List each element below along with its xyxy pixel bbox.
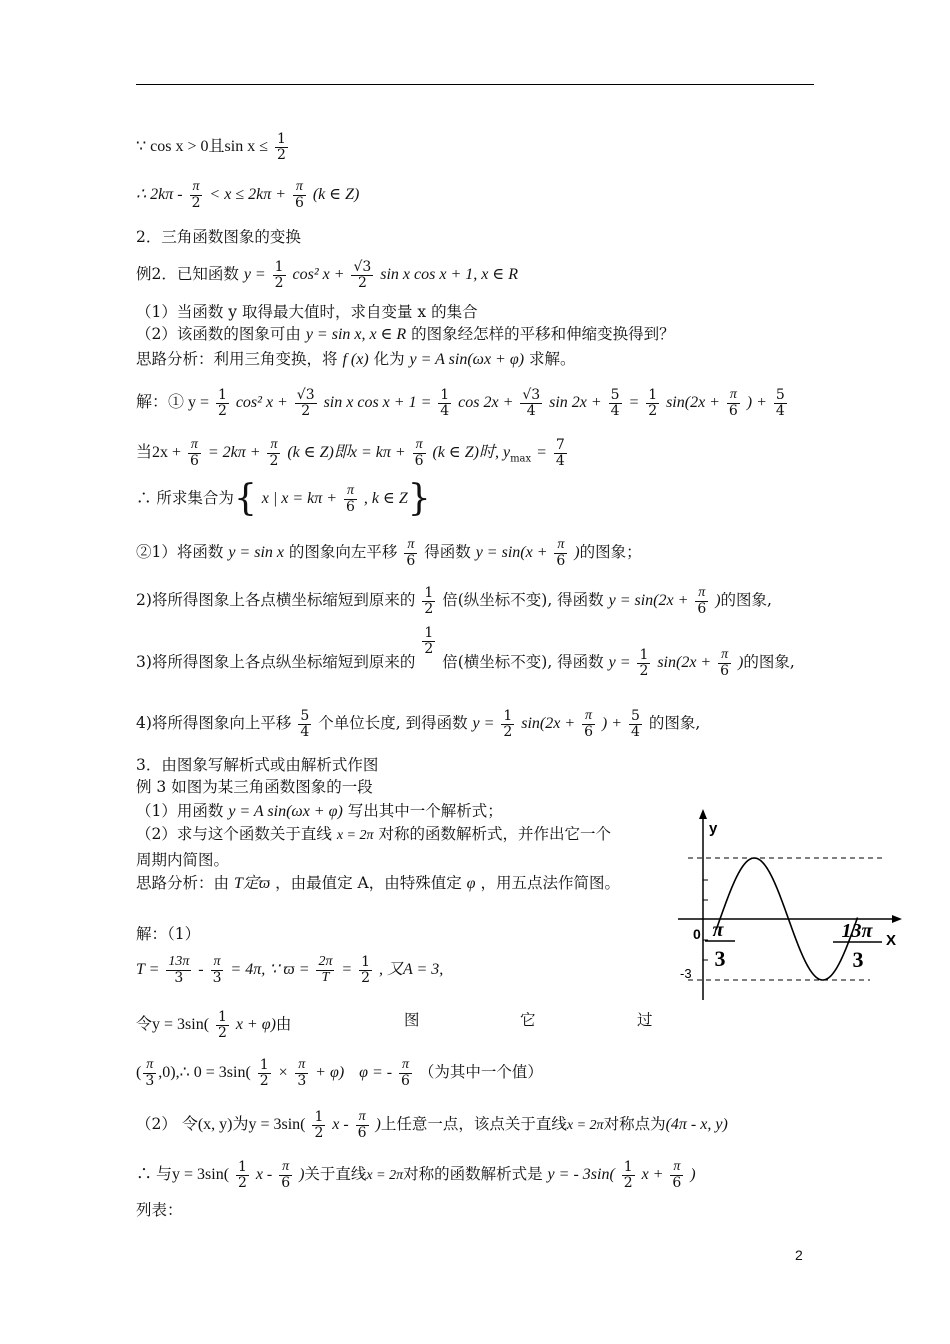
fraction: [670, 1160, 683, 1190]
frac-den: 4: [630, 723, 640, 740]
frac-den: 2: [191, 194, 201, 211]
ex2-label: 例2．已知函数: [136, 265, 239, 284]
frac-num: π: [188, 438, 201, 454]
sol1-c: sin x cos x + 1 =: [323, 394, 432, 412]
frac-num: 1: [259, 1057, 269, 1073]
frac-num: 1: [623, 1159, 633, 1175]
q2-a: （2）该函数的图象可由: [136, 325, 301, 343]
x-axis-arrow: [892, 915, 902, 923]
part2-f: x = 2π: [566, 1118, 604, 1134]
fraction: [190, 180, 203, 210]
step4-e: ) +: [601, 715, 623, 733]
fraction: [637, 648, 650, 678]
frac-num: 1: [648, 387, 658, 403]
step1-g: 的图象；: [579, 543, 642, 562]
frac-den: 6: [294, 194, 304, 211]
frac-num: π: [727, 388, 740, 404]
sol1-g: sin(2x +: [666, 394, 720, 412]
frac-den: 2: [269, 452, 279, 469]
frac-den: 2: [357, 274, 367, 291]
x-tick-label-den: 3: [852, 947, 864, 972]
frac-num: 1: [503, 708, 513, 724]
T-a: T =: [136, 961, 160, 979]
fraction: [188, 438, 201, 468]
transform-step-1: [136, 538, 642, 568]
fraction: [273, 260, 286, 290]
frac-num: π: [344, 484, 357, 500]
frac-num: π: [211, 955, 224, 971]
step2-a: 2)将所得图象上各点横坐标缩短到原来的: [136, 591, 416, 610]
fraction: [622, 1160, 635, 1190]
q2-c: 的图象经怎样的平移和伸缩变换得到？: [411, 325, 675, 343]
step2-d: ): [715, 592, 721, 610]
frac-den: 4: [775, 402, 785, 419]
frac-num: π: [143, 1058, 156, 1074]
section-2-heading: 2．三角函数图象的变换: [136, 228, 301, 246]
ex3q1-a: （1）用函数: [136, 802, 224, 820]
frac-num: 2π: [318, 954, 333, 969]
table-label: 列表：: [136, 1201, 183, 1219]
part2-a: （2）: [136, 1115, 177, 1134]
transform-step-4: [136, 709, 700, 739]
frac-den: 3: [212, 969, 222, 986]
result-line: [136, 1160, 696, 1190]
step1-f: ): [574, 544, 580, 562]
frac-num: π: [718, 648, 731, 664]
fraction: [316, 955, 334, 985]
frac-num: 1: [217, 1009, 227, 1025]
condition-text: ∵ cos x > 0且sin x ≤: [136, 138, 268, 156]
range-c: (k ∈ Z): [312, 186, 360, 204]
range-b: < x ≤ 2kπ +: [209, 186, 287, 204]
frac-den: 2: [424, 640, 434, 657]
fraction: [351, 260, 373, 290]
when-b: = 2kπ +: [207, 444, 261, 462]
fraction: [293, 180, 306, 210]
step3-a: 3)将所得图象上各点纵坐标缩短到原来的: [136, 653, 416, 672]
step3-e: ): [738, 654, 744, 672]
fraction: [267, 438, 280, 468]
result-e: x = 2π: [366, 1168, 404, 1184]
frac-num: π: [399, 1058, 412, 1074]
frac-den: 6: [556, 552, 566, 569]
step3-c: y =: [608, 654, 631, 672]
pt-e: φ = -: [359, 1064, 393, 1082]
frac-den: 2: [259, 1072, 269, 1089]
let-d: 图: [404, 1011, 420, 1029]
step4-d: sin(2x +: [521, 715, 576, 733]
fraction: [520, 388, 542, 418]
solution-3-label: 解：（1）: [136, 925, 201, 943]
fraction: [554, 538, 567, 568]
idea2-d: y = A sin(ωx + φ): [409, 351, 525, 368]
result-c: ): [299, 1166, 305, 1184]
let-e: 它: [520, 1011, 536, 1029]
frac-den: 3: [145, 1072, 155, 1089]
sol1-d: cos 2x +: [458, 394, 514, 412]
frac-num: 1: [237, 1159, 247, 1175]
frac-den: 2: [503, 723, 513, 740]
frac-num: √3: [296, 387, 315, 403]
fraction: [718, 648, 731, 678]
ex3-question-1: [136, 801, 503, 822]
fraction: [629, 709, 642, 739]
frac-den: 2: [314, 1124, 324, 1141]
let-b: x + φ): [235, 1016, 276, 1034]
frac-den: 2: [639, 662, 649, 679]
frac-num: π: [582, 709, 595, 725]
frac-den: 2: [361, 969, 371, 986]
frac-num: 13π: [168, 954, 190, 969]
ex3q1-b: y = A sin(ωx + φ): [228, 803, 343, 820]
analysis-2: [136, 349, 575, 370]
idea2-e: 求解。: [528, 350, 576, 368]
fraction: [166, 955, 191, 985]
result-a: ∴ 与y = 3sin(: [136, 1166, 230, 1184]
max-condition: [136, 438, 569, 469]
header-rule: [136, 84, 814, 85]
let-c: 由: [275, 1015, 292, 1034]
step3-b: 倍(横坐标不变), 得函数: [442, 653, 604, 672]
let-f: 过: [637, 1011, 653, 1029]
frac-num: 5: [300, 708, 310, 724]
y-axis-arrow: [699, 809, 707, 819]
origin-label: 0: [693, 926, 701, 942]
pt-f: （为其中一个值）: [418, 1063, 543, 1082]
frac-num: π: [413, 438, 426, 454]
part2-d: ): [375, 1116, 381, 1134]
frac-den: 2: [274, 274, 284, 291]
T-d: =: [341, 961, 353, 979]
y-tick-label-min: -3: [680, 966, 692, 981]
pt-b: ,0),∴ 0 = 3sin(: [158, 1064, 251, 1082]
step1-c: 的图象向左平移: [288, 543, 398, 562]
frac-den: 2: [217, 402, 227, 419]
let-a: 令y = 3sin(: [136, 1016, 210, 1034]
frac-den: 4: [440, 402, 450, 419]
when-a: 当2x +: [136, 444, 182, 462]
frac-num: 5: [630, 708, 640, 724]
pt-d: + φ): [315, 1064, 345, 1082]
step1-e: y = sin(x +: [475, 544, 548, 562]
analysis-3: [136, 873, 620, 894]
ex3q2-b: x = 2π: [336, 828, 374, 843]
fraction: [258, 1058, 271, 1088]
part2-b: 令(x, y)为y = 3sin(: [181, 1116, 306, 1134]
step2-c: y = sin(2x +: [608, 592, 689, 610]
frac-den: 2: [623, 1174, 633, 1191]
frac-den: 6: [406, 552, 416, 569]
sine-graph: [660, 805, 905, 1005]
result-h: x +: [641, 1166, 664, 1184]
example-2: [136, 260, 518, 290]
frac-num: 5: [775, 387, 785, 403]
solution-set: [136, 478, 431, 520]
ex3q2-c: 对称的函数解析式，并作出它一个: [378, 825, 611, 843]
question-2: [136, 324, 675, 345]
idea2-b: f (x): [342, 351, 369, 368]
frac-den: 6: [401, 1072, 410, 1089]
frac-num: √3: [353, 259, 372, 275]
x-tick-label-den: 3: [714, 946, 726, 971]
set-b: x | x = kπ +: [261, 490, 338, 508]
line-range: [136, 180, 359, 210]
x-tick-label-num: π: [712, 919, 724, 941]
frac-den: 3: [297, 1072, 307, 1089]
fraction: [295, 1058, 308, 1088]
frac-den: 6: [357, 1124, 367, 1141]
fraction: [404, 538, 417, 568]
pt-a: (: [136, 1064, 142, 1082]
fraction: [422, 626, 435, 656]
frac-den: 6: [720, 662, 730, 679]
when-e: =: [536, 444, 547, 462]
left-brace: {: [233, 478, 257, 520]
fraction: [344, 484, 357, 514]
frac-num: π: [695, 586, 708, 602]
frac-num: 1: [440, 387, 450, 403]
frac-num: π: [279, 1160, 292, 1176]
x-axis-label: X: [886, 932, 897, 949]
result-i: ): [690, 1166, 696, 1184]
ex2-d: sin x cos x + 1, x ∈ R: [380, 266, 518, 284]
step3-f: 的图象,: [743, 653, 795, 672]
fraction: [312, 1110, 325, 1140]
step4-a: 4)将所得图象向上平移: [136, 714, 292, 733]
part2-c: x -: [332, 1116, 349, 1134]
fraction: [356, 1110, 369, 1140]
result-f: 对称的函数解析式是: [403, 1165, 543, 1184]
step4-c: y =: [472, 715, 495, 733]
part2-e: 上任意一点，该点关于直线: [380, 1115, 567, 1134]
frac-den: 2: [301, 402, 311, 419]
sol1-f: =: [628, 394, 640, 412]
frac-den: 6: [697, 600, 707, 617]
frac-num: 1: [314, 1109, 324, 1125]
frac-den: 2: [648, 402, 658, 419]
frac-num: √3: [522, 387, 541, 403]
frac-den: 6: [728, 402, 738, 419]
frac-num: 1: [276, 131, 286, 147]
frac-den: 2: [217, 1024, 227, 1041]
result-g: y = - 3sin(: [547, 1166, 615, 1184]
frac-num: 5: [610, 387, 620, 403]
fraction: [211, 955, 224, 985]
fraction: [143, 1058, 156, 1088]
fraction: [609, 388, 622, 418]
idea3-e: ，用五点法作简图。: [480, 874, 620, 892]
q2-b: y = sin x, x ∈ R: [305, 326, 407, 343]
fraction: [413, 438, 426, 468]
fraction: [359, 955, 372, 985]
frac-num: 1: [361, 954, 371, 970]
max-subscript: max: [510, 453, 532, 465]
fraction: [438, 388, 451, 418]
step4-f: 的图象,: [648, 714, 701, 733]
frac-num: 1: [424, 585, 434, 601]
frac-den: 6: [584, 723, 593, 740]
set-c: , k ∈ Z: [363, 490, 408, 508]
frac-num: π: [554, 538, 567, 554]
frac-den: 2: [424, 600, 434, 617]
when-d: (k ∈ Z)时, y: [432, 444, 511, 462]
step2-e: 的图象,: [720, 591, 772, 610]
frac-den: 6: [281, 1174, 291, 1191]
fraction: [422, 586, 435, 616]
idea3-b: T定ϖ: [233, 875, 271, 892]
frac-num: π: [295, 1058, 308, 1074]
result-d: 关于直线: [304, 1165, 367, 1184]
line-condition: [136, 132, 290, 162]
frac-num: π: [404, 538, 417, 554]
T-b: -: [198, 961, 204, 979]
frac-num: 1: [274, 259, 284, 275]
frac-den: 6: [346, 498, 355, 515]
frac-num: π: [293, 180, 306, 196]
step4-b: 个单位长度, 到得函数: [318, 714, 468, 733]
step2-b: 倍(纵坐标不变), 得函数: [442, 591, 604, 610]
idea2-a: 思路分析：利用三角变换，将: [136, 350, 338, 368]
idea3-c: ，由最值定 A，由特殊值定: [275, 874, 462, 892]
frac-num: 1: [217, 387, 227, 403]
T-e: , 又A = 3,: [379, 961, 444, 979]
fraction: [501, 709, 514, 739]
fraction: [216, 388, 229, 418]
frac-den: 4: [610, 402, 620, 419]
ex2-b: y =: [243, 266, 266, 284]
part-2-line: [136, 1110, 728, 1140]
ex3-question-2: [136, 824, 611, 846]
right-brace: }: [407, 478, 431, 520]
idea2-c: 化为: [373, 350, 405, 368]
frac-num: 1: [424, 625, 434, 641]
frac-den: 2: [276, 146, 286, 163]
frac-den: 4: [555, 452, 565, 469]
transform-step-3: [136, 625, 795, 679]
y-axis-label: y: [709, 820, 718, 837]
transform-step-2: [136, 586, 772, 616]
fraction: [279, 1160, 292, 1190]
fraction: [727, 388, 740, 418]
frac-den: 4: [526, 402, 536, 419]
frac-num: 7: [555, 437, 565, 453]
sol1-a: 解：① y =: [136, 394, 210, 412]
ex3-question-2-cont: 周期内简图。: [136, 851, 230, 869]
range-a: ∴ 2kπ -: [136, 186, 183, 204]
page-number: 2: [795, 1247, 803, 1263]
step3-d: sin(2x +: [657, 654, 712, 672]
part2-g: 对称点为: [603, 1115, 666, 1134]
step1-a: ②1）将函数: [136, 543, 224, 562]
idea3-d: φ: [466, 875, 476, 892]
fraction: [399, 1058, 412, 1088]
fraction: [236, 1160, 249, 1190]
ex3q1-c: 写出其中一个解析式；: [347, 802, 503, 820]
fraction: [646, 388, 659, 418]
sol1-b: cos² x +: [235, 394, 288, 412]
frac-den: 2: [237, 1174, 247, 1191]
T-c: = 4π, ∵ ϖ =: [230, 961, 310, 979]
fraction: [582, 709, 595, 739]
frac-num: π: [356, 1110, 369, 1126]
frac-num: 1: [639, 647, 649, 663]
fraction: [774, 388, 787, 418]
pt-c: ×: [277, 1064, 289, 1082]
frac-num: π: [267, 438, 280, 454]
ex3q2-a: （2）求与这个函数关于直线: [136, 825, 332, 843]
fraction: [298, 709, 311, 739]
point-line: [136, 1058, 543, 1088]
when-c: (k ∈ Z)即x = kπ +: [287, 444, 406, 462]
frac-num: π: [670, 1160, 683, 1176]
sol1-h: ) +: [746, 394, 767, 412]
fraction: [275, 132, 288, 162]
frac-den: 6: [189, 452, 199, 469]
let-line: [136, 1010, 656, 1040]
fraction: [695, 586, 708, 616]
section-3-heading: 3．由图象写解析式或由解析式作图: [136, 756, 379, 774]
frac-num: π: [190, 180, 203, 196]
frac-den: 6: [672, 1174, 682, 1191]
ex2-c: cos² x +: [292, 266, 345, 284]
step1-b: y = sin x: [228, 544, 284, 562]
sol1-e: sin 2x +: [549, 394, 602, 412]
fraction: [295, 388, 317, 418]
example-3: 例 3 如图为某三角函数图象的一段: [136, 778, 373, 796]
solution-1: [136, 388, 789, 418]
set-a: ∴ 所求集合为: [136, 489, 234, 508]
frac-den: 6: [414, 452, 424, 469]
fraction: [554, 438, 567, 468]
frac-den: 4: [300, 723, 310, 740]
frac-den: T: [321, 969, 330, 985]
part2-h: (4π - x, y): [665, 1116, 728, 1134]
step1-d: 得函数: [424, 543, 471, 562]
question-1: （1）当函数 y 取得最大值时，求自变量 x 的集合: [136, 303, 478, 321]
fraction: [216, 1010, 229, 1040]
x-tick-label-num: 13π: [841, 920, 873, 942]
idea3-a: 思路分析：由: [136, 874, 230, 892]
frac-den: 3: [174, 969, 184, 986]
result-b: x -: [255, 1166, 273, 1184]
period-line: [136, 955, 443, 985]
